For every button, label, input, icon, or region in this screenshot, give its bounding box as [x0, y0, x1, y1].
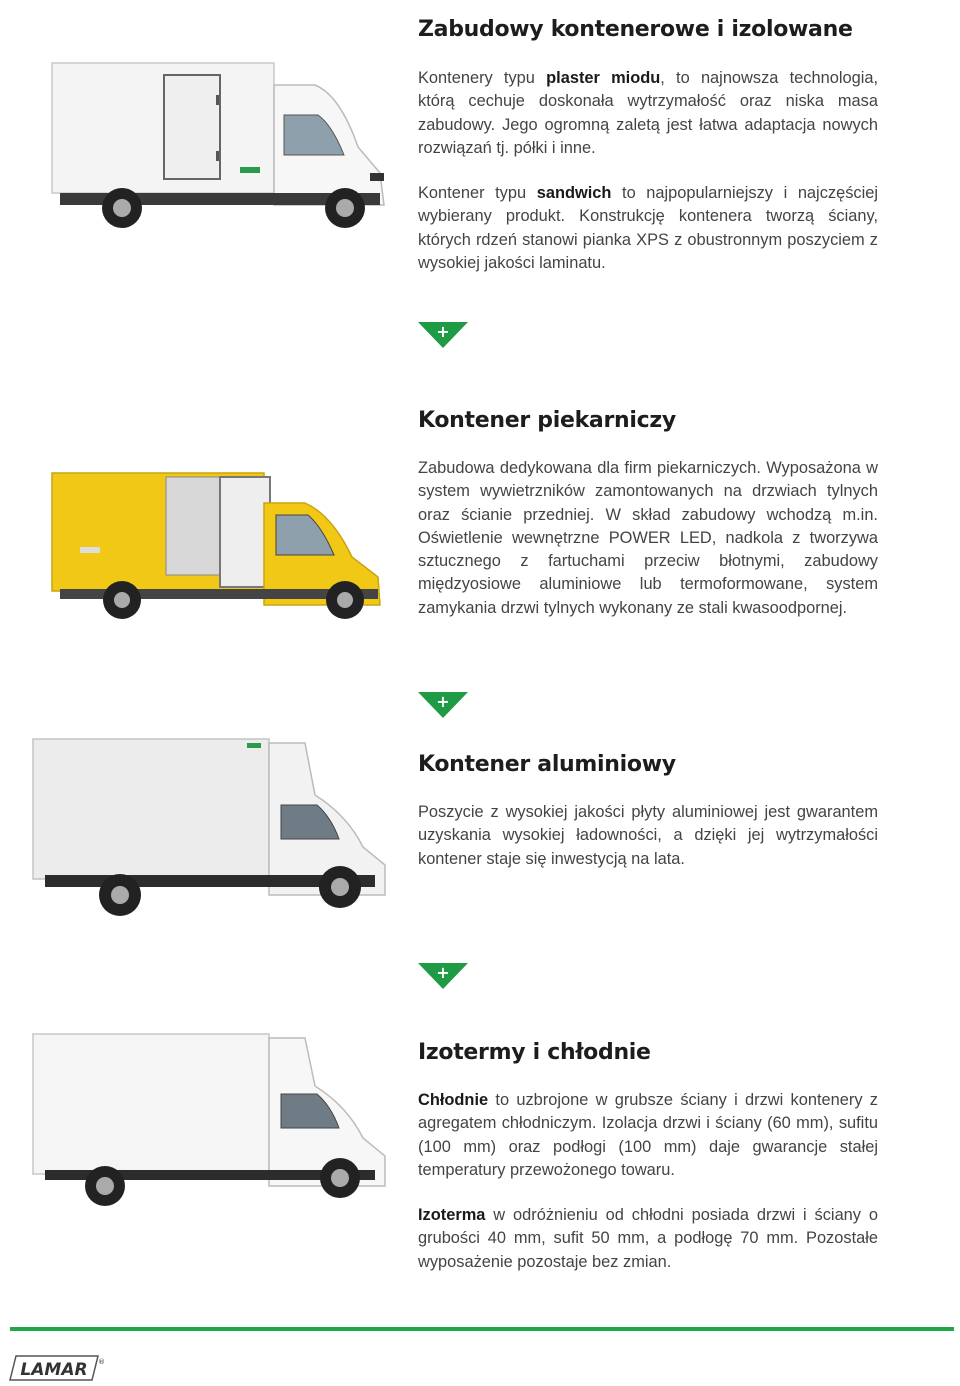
section-zabudowy	[418, 17, 878, 275]
section-paragraph	[418, 457, 878, 620]
plus-symbol: +	[436, 963, 450, 982]
section-paragraph	[418, 182, 878, 275]
section-paragraph	[418, 801, 878, 871]
logo-text: LAMAR	[20, 1360, 88, 1380]
section-izotermy	[418, 1040, 878, 1274]
white-box-van-honeycomb-photo	[40, 55, 400, 245]
section-title: Zabudowy kontenerowe i izolowane	[418, 17, 853, 42]
section-title: Kontener piekarniczy	[418, 408, 676, 433]
plus-triangle-icon	[418, 322, 468, 348]
section-paragraph	[418, 1089, 878, 1182]
footer-divider	[10, 1327, 954, 1331]
text-fragment: Poszycie z wysokiej jakości płyty aluminiowej jest gwarantem uzyskania wysokiej ładowności, a dzięki jej wytrzymałości kontener staje się inwestycją na lata.	[418, 803, 878, 868]
text-fragment: w odróżnieniu od chłodni posiada drzwi i ściany o grubości 40 mm, sufit 50 mm, a podłogę 70 mm. Pozostałe wyposażenie pozostaje bez zmian.	[418, 1206, 878, 1271]
plus-symbol: +	[436, 692, 450, 711]
aluminium-box-van-photo	[25, 735, 395, 925]
section-kontener-piekarniczy	[418, 408, 878, 620]
lamar-logo	[10, 1352, 105, 1384]
yellow-bakery-van-photo	[40, 465, 400, 625]
plus-symbol: +	[436, 322, 450, 341]
section-title: Kontener aluminiowy	[418, 752, 676, 777]
bold-term: plaster miodu	[546, 69, 661, 87]
text-fragment: to uzbrojone w grubsze ściany i drzwi kontenery z agregatem chłodniczym. Izolacja drzwi i ściany (60 mm), sufitu (100 mm) oraz podłogi (100 mm) daje gwarancje stałej temperatury przewożonego towaru.	[418, 1091, 878, 1179]
text-fragment: to najpopularniejszy i najczęściej wybierany produkt. Konstrukcję kontenera tworzą ściany, których rdzeń stanowi pianka XPS z obustronnym poszyciem z wysokiej jakości laminatu.	[418, 184, 878, 273]
text-fragment: Kontenery typu	[418, 69, 547, 87]
section-kontener-aluminiowy	[418, 752, 878, 871]
plus-triangle-icon	[418, 692, 468, 718]
section-title: Izotermy i chłodnie	[418, 1040, 651, 1065]
text-fragment: Kontener typu	[418, 184, 537, 203]
plus-triangle-icon	[418, 963, 468, 989]
bold-term: sandwich	[536, 184, 612, 203]
text-fragment: , to najnowsza technologia, którą cechuje doskonała wytrzymałość oraz niska masa zabudowy. Jego ogromną zaletą jest łatwa adaptacja nowych rozwiązań tj. półki i inne.	[418, 69, 879, 157]
text-fragment: Zabudowa dedykowana dla firm piekarniczych. Wyposażona w system wywietrzników zamontowanych na drzwiach tylnych oraz ścianie przedniej. W skład zabudowy wchodzą m.in. Oświetlenie wewnętrzne POWER LED, nadkola z tworzywa sztucznego z fartuchami przeciw błotnymi, zabudowy międzyosiowe aluminiowe lub termoformowane, system zamykania drzwi tylnych wykonany ze stali kwasoodpornej.	[418, 459, 878, 617]
section-paragraph	[418, 67, 878, 160]
refrigerated-van-photo	[25, 1030, 395, 1220]
logo-registered-mark: ®	[98, 1358, 105, 1366]
section-paragraph	[418, 1204, 878, 1274]
bold-term: Chłodnie	[418, 1091, 489, 1109]
bold-term: Izoterma	[418, 1206, 486, 1225]
